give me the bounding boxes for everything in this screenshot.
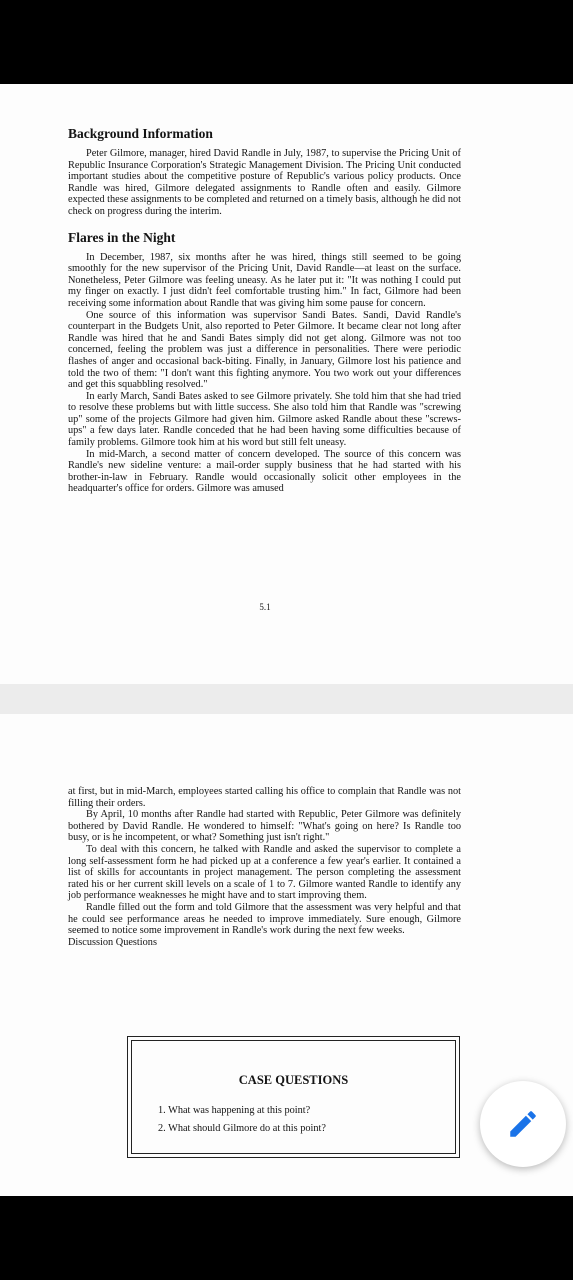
case-questions-box	[127, 1036, 460, 1158]
paragraph-sandi-bates: One source of this information was supervisor Sandi Bates. Sandi, David Randle's counterpart in the Budgets Unit, also reported to Peter Gilmore. It became clear not long after Randle was hired that he and Sandi Bates simply did not get along. Gilmore was not too concerned, feeling the problem was just a difference in personalities. There were periodic flashes of anger and occasional back-biting. Finally, in January, Gilmore lost his patience and told the two of them: "I don't want this fighting anymore. You two work out your differences and get this squabbling resolved."	[68, 309, 461, 391]
paragraph-mid-march: In mid-March, a second matter of concern developed. The source of this concern was Randle's new sideline venture: a mail-order supply business that he had started with his brother-in-law in February. Randle would occasionally solicit other employees in the headquarter's office for orders. Gilmore was amused	[68, 448, 461, 495]
paragraph-december: In December, 1987, six months after he was hired, things still seemed to be going smoothly for the new supervisor of the Pricing Unit, David Randle—at least on the surface. Nonetheless, Peter Gilmore was feeling uneasy. As he later put it: "It was nothing I could put my finger on exactly. I just didn't feel comfortable trusting him." In fact, Gilmore had been receiving some information about Randle that was giving him some pause for concern.	[68, 251, 461, 309]
paragraph-april: By April, 10 months after Randle had started with Republic, Peter Gilmore was definitely bothered by David Randle. He wondered to himself: "What's going on here? Is Randle too busy, or is he incompetent, or what? Something just isn't right."	[68, 809, 461, 844]
paragraph-early-march: In early March, Sandi Bates asked to see Gilmore privately. She told him that she had tried to resolve these problems but with little success. She also told him that Randle was "screwing up" some of the projects Gilmore had given him. Gilmore asked Randle about these "screws-ups" a few days later. Randle conceded that he had been having some difficulties because of family problems. Gilmore took him at his word but still felt uneasy.	[68, 390, 461, 449]
paragraph-form-filled: Randle filled out the form and told Gilmore that the assessment was very helpful and that he could see performance areas he needed to improve immediately. Sure enough, Gilmore seemed to notice some improvement in Randle's work during the next few weeks.	[68, 901, 461, 937]
paragraph-background: Peter Gilmore, manager, hired David Randle in July, 1987, to supervise the Pricing Unit of Republic Insurance Corporation's Strategic Management Division. The Pricing Unit conducted important studies about the competitive posture of Republic's various policy products. Once Randle was hired, Gilmore delegated assignments to Randle often and easily. Gilmore expected these assignments to be completed and returned on a timely basis, although he did not check on progress during the interim.	[68, 148, 461, 217]
pencil-icon	[506, 1107, 540, 1141]
paragraph-continued: at first, but in mid-March, employees started calling his office to complain that Randle was not filling their orders.	[68, 786, 461, 809]
heading-background-information: Background Information	[68, 126, 213, 141]
page-2-content	[68, 786, 461, 948]
paragraph-self-assessment: To deal with this concern, he talked with Randle and asked the supervisor to complete a long self-assessment form he had picked up at a conference a few year's earlier. It contained a list of skills for accountants in project management. The person completing the assessment rated his or her current skill levels on a scale of 1 to 7. Gilmore wanted Randle to identify any job performance weaknesses he might have and to start improving them.	[68, 843, 461, 902]
page-divider	[0, 684, 573, 714]
page-number: 5.1	[259, 602, 271, 612]
case-question-item: 1. What was happening at this point?	[158, 1105, 311, 1116]
heading-flares-in-the-night: Flares in the Night	[68, 229, 176, 245]
page-1-content	[68, 126, 461, 495]
discussion-questions-label: Discussion Questions	[68, 936, 157, 948]
case-questions-list	[158, 1102, 326, 1138]
case-questions-title: CASE QUESTIONS	[238, 1073, 349, 1087]
case-questions-inner-border	[131, 1040, 456, 1154]
case-question-item: 2. What should Gilmore do at this point?	[158, 1123, 326, 1134]
edit-fab-button[interactable]	[480, 1081, 566, 1167]
